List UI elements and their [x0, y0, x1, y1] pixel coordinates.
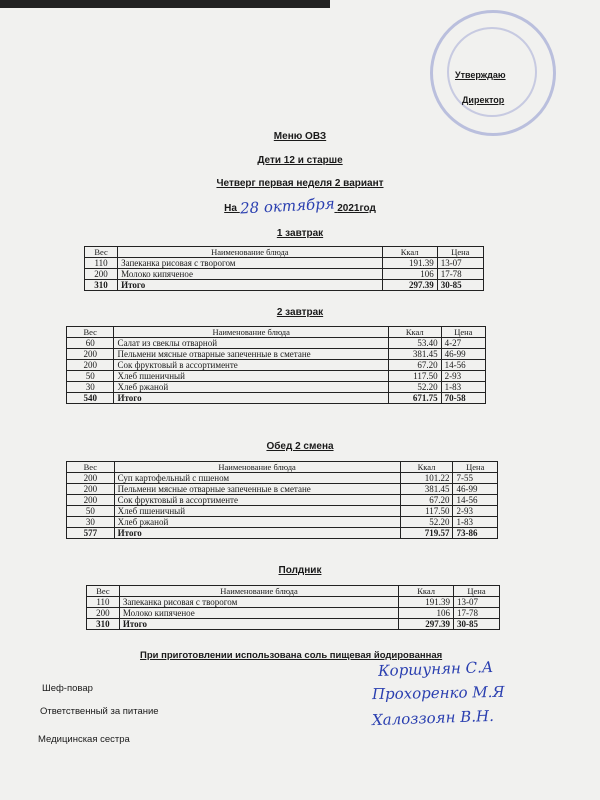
cell-weight: 200 [67, 349, 114, 360]
cell-price: 4-27 [441, 338, 485, 349]
day-title: Четверг первая неделя 2 вариант [216, 178, 384, 189]
table-row [67, 360, 486, 371]
cell-price: 73-86 [453, 528, 498, 539]
table-row [67, 517, 498, 528]
signature-nurse: Халоззоян В.Н. [371, 706, 495, 730]
cell-kcal: 381.45 [388, 349, 441, 360]
cell-name: Хлеб пшеничный [114, 506, 400, 517]
cell-weight: 577 [67, 528, 115, 539]
snack-title: Полдник [278, 565, 322, 576]
cell-kcal: 297.39 [382, 280, 437, 291]
col-kcal: Ккал [388, 327, 441, 338]
signature-responsible: Прохоренко М.Я [371, 682, 505, 704]
cell-name: Суп картофельный с пшеном [114, 473, 400, 484]
cell-weight: 200 [85, 269, 118, 280]
cell-name: Запеканка рисовая с творогом [119, 597, 398, 608]
table-row [85, 269, 484, 280]
cell-price: 17-78 [453, 608, 499, 619]
cell-weight: 540 [67, 393, 114, 404]
col-weight: Вес [85, 247, 118, 258]
cell-kcal: 52.20 [400, 517, 453, 528]
cell-kcal: 297.39 [399, 619, 454, 630]
cell-price: 1-83 [453, 517, 498, 528]
cell-kcal: 106 [382, 269, 437, 280]
cell-price: 30-85 [437, 280, 483, 291]
cell-price: 17-78 [437, 269, 483, 280]
snack-table [86, 585, 500, 630]
table-row [67, 338, 486, 349]
date-line [0, 194, 600, 218]
cell-name: Пельмени мясные отварные запеченные в сметане [114, 484, 400, 495]
cell-kcal: 67.20 [400, 495, 453, 506]
cell-weight: 30 [67, 382, 114, 393]
cell-kcal: 719.57 [400, 528, 453, 539]
date-suffix: 2021год [337, 203, 376, 214]
col-price: Цена [453, 586, 499, 597]
table-header-row [87, 586, 500, 597]
cell-weight: 310 [87, 619, 120, 630]
breakfast1-table [84, 246, 484, 291]
signature-chef: Коршунян С.А [377, 657, 494, 681]
cell-name: Салат из свеклы отварной [114, 338, 388, 349]
cell-price: 30-85 [453, 619, 499, 630]
salt-note: При приготовлении использована соль пищевая йодированная [140, 650, 443, 661]
total-row [67, 528, 498, 539]
cell-price: 13-07 [453, 597, 499, 608]
cell-price: 2-93 [453, 506, 498, 517]
breakfast2-table [66, 326, 486, 404]
cell-price: 1-83 [441, 382, 485, 393]
col-name: Наименование блюда [114, 462, 400, 473]
cell-kcal: 191.39 [382, 258, 437, 269]
cell-name: Итого [118, 280, 383, 291]
cell-weight: 60 [67, 338, 114, 349]
cell-name: Сок фруктовый в ассортименте [114, 495, 400, 506]
cell-weight: 30 [67, 517, 115, 528]
breakfast2-title: 2 завтрак [276, 307, 324, 318]
chef-label: Шеф-повар [42, 683, 93, 694]
date-handwritten: 28 октября [239, 194, 335, 218]
col-price: Цена [453, 462, 498, 473]
total-row [67, 393, 486, 404]
cell-kcal: 381.45 [400, 484, 453, 495]
cell-kcal: 117.50 [388, 371, 441, 382]
col-name: Наименование блюда [114, 327, 388, 338]
table-row [67, 473, 498, 484]
cell-name: Хлеб ржаной [114, 382, 388, 393]
cell-weight: 200 [67, 495, 115, 506]
menu-title: Меню ОВЗ [273, 131, 327, 142]
top-edge-bar [0, 0, 330, 8]
col-kcal: Ккал [399, 586, 454, 597]
cell-name: Сок фруктовый в ассортименте [114, 360, 388, 371]
col-name: Наименование блюда [119, 586, 398, 597]
cell-weight: 200 [87, 608, 120, 619]
cell-kcal: 117.50 [400, 506, 453, 517]
cell-price: 2-93 [441, 371, 485, 382]
cell-price: 70-58 [441, 393, 485, 404]
cell-weight: 50 [67, 371, 114, 382]
table-row [87, 608, 500, 619]
cell-weight: 110 [85, 258, 118, 269]
col-price: Цена [437, 247, 483, 258]
cell-price: 13-07 [437, 258, 483, 269]
cell-kcal: 52.20 [388, 382, 441, 393]
approve-label: Утверждаю [455, 70, 506, 80]
table-row [67, 371, 486, 382]
cell-price: 46-99 [453, 484, 498, 495]
col-kcal: Ккал [382, 247, 437, 258]
cell-name: Запеканка рисовая с творогом [118, 258, 383, 269]
breakfast1-title: 1 завтрак [276, 228, 324, 239]
table-row [67, 495, 498, 506]
cell-weight: 110 [87, 597, 120, 608]
cell-weight: 200 [67, 484, 115, 495]
cell-name: Итого [114, 393, 388, 404]
cell-weight: 200 [67, 473, 115, 484]
col-weight: Вес [67, 462, 115, 473]
age-group: Дети 12 и старше [257, 155, 343, 166]
cell-kcal: 101.22 [400, 473, 453, 484]
cell-kcal: 106 [399, 608, 454, 619]
cell-name: Пельмени мясные отварные запеченные в сметане [114, 349, 388, 360]
table-row [67, 349, 486, 360]
cell-kcal: 191.39 [399, 597, 454, 608]
table-row [67, 506, 498, 517]
cell-weight: 50 [67, 506, 115, 517]
total-row [85, 280, 484, 291]
cell-price: 46-99 [441, 349, 485, 360]
table-header-row [67, 327, 486, 338]
cell-name: Хлеб пшеничный [114, 371, 388, 382]
cell-price: 14-56 [453, 495, 498, 506]
table-header-row [67, 462, 498, 473]
table-header-row [85, 247, 484, 258]
cell-weight: 200 [67, 360, 114, 371]
cell-name: Итого [119, 619, 398, 630]
col-name: Наименование блюда [118, 247, 383, 258]
col-weight: Вес [87, 586, 120, 597]
lunch-table [66, 461, 498, 539]
col-kcal: Ккал [400, 462, 453, 473]
table-row [67, 484, 498, 495]
responsible-label: Ответственный за питание [40, 706, 159, 717]
director-label: Директор [462, 95, 505, 105]
cell-kcal: 53.40 [388, 338, 441, 349]
cell-name: Молоко кипяченое [119, 608, 398, 619]
cell-name: Хлеб ржаной [114, 517, 400, 528]
table-row [67, 382, 486, 393]
total-row [87, 619, 500, 630]
lunch-title: Обед 2 смена [266, 441, 334, 452]
cell-name: Молоко кипяченое [118, 269, 383, 280]
cell-price: 14-56 [441, 360, 485, 371]
nurse-label: Медицинская сестра [38, 734, 130, 745]
table-row [85, 258, 484, 269]
cell-name: Итого [114, 528, 400, 539]
cell-kcal: 671.75 [388, 393, 441, 404]
cell-price: 7-55 [453, 473, 498, 484]
col-weight: Вес [67, 327, 114, 338]
date-prefix: На [224, 203, 237, 214]
table-row [87, 597, 500, 608]
cell-weight: 310 [85, 280, 118, 291]
cell-kcal: 67.20 [388, 360, 441, 371]
col-price: Цена [441, 327, 485, 338]
